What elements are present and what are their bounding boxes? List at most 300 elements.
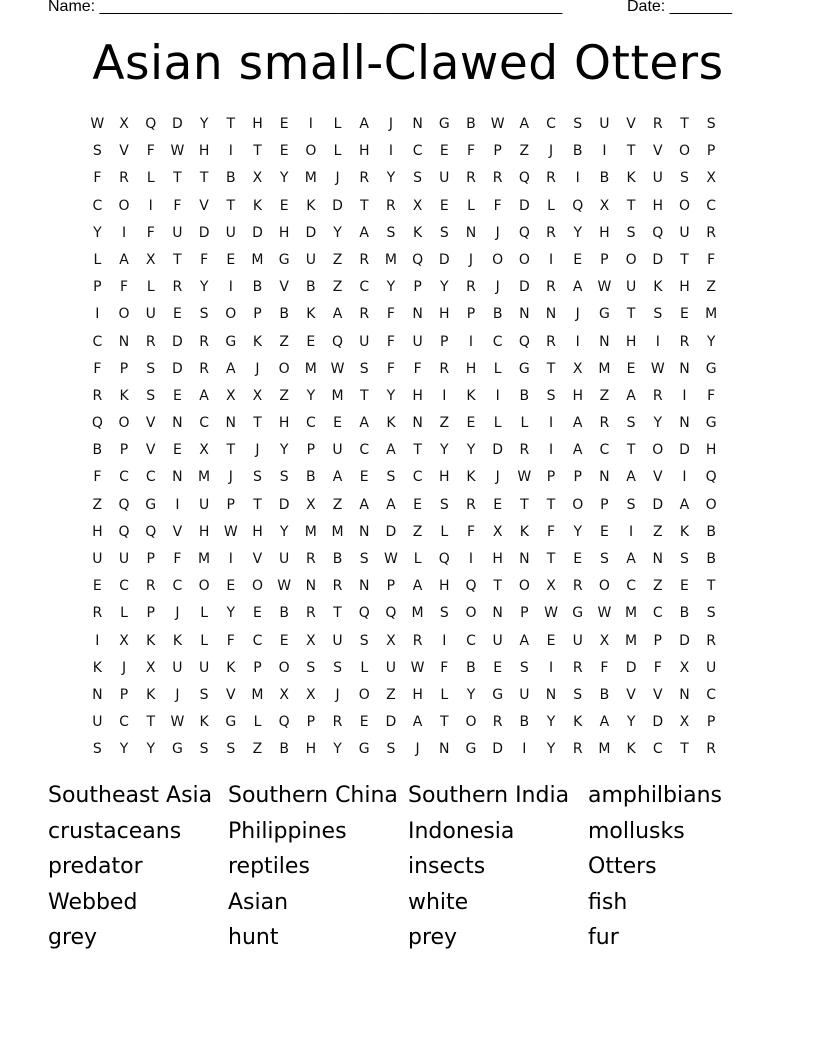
- grid-letter[interactable]: Y: [546, 714, 556, 731]
- grid-letter[interactable]: I: [121, 224, 127, 241]
- grid-letter[interactable]: N: [305, 578, 317, 595]
- grid-letter[interactable]: D: [332, 197, 343, 214]
- grid-letter[interactable]: R: [359, 170, 370, 187]
- grid-letter[interactable]: N: [412, 415, 423, 432]
- grid-letter[interactable]: R: [546, 333, 556, 350]
- grid-letter[interactable]: W: [517, 469, 532, 486]
- grid-letter[interactable]: O: [305, 143, 317, 160]
- grid-letter[interactable]: U: [439, 170, 450, 187]
- grid-letter[interactable]: B: [599, 170, 610, 187]
- grid-letter[interactable]: Y: [226, 605, 236, 622]
- grid-letter[interactable]: D: [172, 360, 183, 377]
- grid-letter[interactable]: W: [170, 143, 185, 160]
- grid-letter[interactable]: I: [548, 415, 554, 432]
- grid-letter[interactable]: X: [599, 197, 610, 214]
- grid-letter[interactable]: U: [706, 659, 717, 676]
- grid-letter[interactable]: T: [706, 578, 716, 595]
- grid-letter[interactable]: R: [652, 387, 663, 404]
- grid-letter[interactable]: R: [332, 714, 343, 731]
- grid-letter[interactable]: F: [440, 659, 449, 676]
- grid-letter[interactable]: A: [386, 496, 396, 513]
- grid-letter[interactable]: I: [629, 523, 634, 540]
- grid-letter[interactable]: F: [386, 360, 395, 377]
- grid-letter[interactable]: U: [679, 224, 690, 241]
- grid-letter[interactable]: G: [572, 605, 584, 622]
- grid-letter[interactable]: Y: [279, 170, 289, 187]
- grid-letter[interactable]: H: [572, 387, 583, 404]
- grid-letter[interactable]: V: [279, 279, 289, 296]
- grid-letter[interactable]: Q: [145, 523, 157, 540]
- grid-letter[interactable]: H: [439, 306, 450, 323]
- grid-letter[interactable]: U: [519, 686, 530, 703]
- grid-letter[interactable]: Q: [518, 224, 530, 241]
- grid-letter[interactable]: Z: [279, 333, 289, 350]
- grid-letter[interactable]: I: [468, 551, 474, 567]
- grid-letter[interactable]: J: [548, 143, 554, 160]
- grid-letter[interactable]: N: [545, 686, 557, 703]
- grid-letter[interactable]: L: [333, 143, 342, 160]
- grid-letter[interactable]: J: [495, 279, 500, 296]
- grid-letter[interactable]: A: [519, 632, 530, 649]
- grid-letter[interactable]: C: [305, 415, 316, 432]
- grid-letter[interactable]: M: [304, 360, 317, 377]
- grid-letter[interactable]: T: [440, 714, 449, 731]
- grid-letter[interactable]: B: [306, 469, 316, 486]
- grid-letter[interactable]: G: [598, 306, 610, 323]
- grid-letter[interactable]: Q: [438, 551, 450, 567]
- grid-letter[interactable]: V: [199, 197, 209, 214]
- grid-letter[interactable]: J: [255, 360, 260, 377]
- grid-letter[interactable]: Z: [92, 496, 103, 513]
- grid-letter[interactable]: A: [225, 360, 236, 377]
- grid-letter[interactable]: C: [412, 469, 423, 486]
- grid-letter[interactable]: P: [440, 333, 449, 350]
- grid-letter[interactable]: P: [546, 469, 556, 486]
- grid-letter[interactable]: K: [119, 387, 129, 404]
- grid-letter[interactable]: I: [442, 632, 447, 649]
- grid-letter[interactable]: L: [120, 605, 128, 622]
- grid-letter[interactable]: M: [598, 741, 611, 758]
- grid-letter[interactable]: Q: [278, 714, 290, 731]
- grid-letter[interactable]: B: [466, 659, 476, 676]
- grid-letter[interactable]: Y: [93, 224, 102, 241]
- grid-letter[interactable]: I: [228, 279, 233, 296]
- grid-letter[interactable]: O: [518, 578, 530, 595]
- grid-letter[interactable]: D: [278, 496, 290, 513]
- grid-letter[interactable]: R: [172, 279, 183, 296]
- grid-letter[interactable]: D: [679, 442, 690, 459]
- grid-letter[interactable]: X: [306, 496, 316, 513]
- grid-letter[interactable]: W: [330, 360, 345, 377]
- grid-letter[interactable]: H: [412, 686, 423, 703]
- grid-letter[interactable]: V: [652, 143, 663, 160]
- grid-letter[interactable]: H: [679, 279, 690, 296]
- grid-letter[interactable]: I: [228, 143, 233, 160]
- grid-letter[interactable]: N: [652, 551, 664, 567]
- grid-letter[interactable]: L: [440, 523, 449, 540]
- grid-letter[interactable]: A: [199, 387, 209, 404]
- grid-letter[interactable]: L: [413, 551, 422, 567]
- grid-letter[interactable]: F: [226, 632, 235, 649]
- grid-letter[interactable]: I: [95, 306, 100, 323]
- grid-letter[interactable]: Y: [146, 741, 155, 758]
- grid-letter[interactable]: O: [572, 496, 584, 513]
- grid-letter[interactable]: S: [359, 632, 369, 649]
- grid-letter[interactable]: R: [119, 170, 129, 187]
- grid-letter[interactable]: U: [198, 659, 210, 676]
- grid-letter[interactable]: U: [172, 224, 183, 241]
- grid-letter[interactable]: Y: [466, 442, 476, 459]
- grid-letter[interactable]: J: [415, 741, 420, 758]
- grid-letter[interactable]: S: [413, 170, 423, 187]
- grid-letter[interactable]: A: [332, 306, 343, 323]
- grid-letter[interactable]: Y: [279, 442, 289, 459]
- grid-letter[interactable]: Z: [439, 415, 450, 432]
- grid-letter[interactable]: R: [305, 605, 316, 622]
- grid-letter[interactable]: F: [93, 170, 102, 187]
- grid-letter[interactable]: W: [650, 360, 665, 377]
- grid-letter[interactable]: F: [600, 659, 609, 676]
- grid-letter[interactable]: M: [384, 251, 397, 268]
- grid-letter[interactable]: I: [228, 551, 233, 567]
- grid-letter[interactable]: H: [278, 415, 290, 432]
- grid-letter[interactable]: K: [306, 306, 316, 323]
- grid-letter[interactable]: S: [519, 659, 529, 676]
- grid-letter[interactable]: T: [226, 442, 236, 459]
- grid-letter[interactable]: D: [385, 714, 397, 731]
- grid-letter[interactable]: Z: [412, 523, 423, 540]
- grid-letter[interactable]: R: [145, 333, 156, 350]
- grid-letter[interactable]: S: [653, 306, 663, 323]
- grid-letter[interactable]: M: [251, 686, 264, 703]
- grid-letter[interactable]: X: [679, 659, 690, 676]
- grid-letter[interactable]: G: [225, 333, 237, 350]
- grid-letter[interactable]: Q: [412, 251, 424, 268]
- grid-letter[interactable]: H: [439, 469, 450, 486]
- grid-letter[interactable]: A: [626, 551, 636, 567]
- grid-letter[interactable]: H: [252, 523, 263, 540]
- grid-letter[interactable]: U: [145, 306, 156, 323]
- grid-letter[interactable]: C: [199, 415, 209, 432]
- grid-letter[interactable]: K: [146, 632, 156, 649]
- grid-letter[interactable]: Q: [518, 333, 530, 350]
- grid-letter[interactable]: O: [678, 143, 690, 160]
- grid-letter[interactable]: S: [599, 551, 609, 567]
- grid-letter[interactable]: K: [226, 659, 236, 676]
- grid-letter[interactable]: Q: [118, 496, 130, 513]
- grid-letter[interactable]: S: [92, 741, 102, 758]
- grid-letter[interactable]: N: [358, 578, 370, 595]
- grid-letter[interactable]: X: [252, 170, 263, 187]
- grid-letter[interactable]: D: [385, 523, 397, 540]
- grid-letter[interactable]: R: [332, 578, 343, 595]
- grid-letter[interactable]: E: [680, 306, 689, 323]
- grid-letter[interactable]: A: [679, 496, 690, 513]
- grid-letter[interactable]: O: [625, 251, 637, 268]
- grid-letter[interactable]: F: [653, 659, 662, 676]
- grid-letter[interactable]: F: [707, 251, 716, 268]
- grid-letter[interactable]: X: [306, 632, 316, 649]
- grid-letter[interactable]: B: [279, 741, 289, 758]
- grid-letter[interactable]: S: [226, 741, 236, 758]
- grid-letter[interactable]: P: [573, 469, 582, 486]
- grid-letter[interactable]: J: [575, 306, 580, 323]
- grid-letter[interactable]: C: [599, 442, 610, 459]
- grid-letter[interactable]: D: [252, 224, 263, 241]
- grid-letter[interactable]: R: [572, 659, 583, 676]
- grid-letter[interactable]: S: [92, 143, 102, 160]
- grid-letter[interactable]: M: [411, 605, 424, 622]
- grid-letter[interactable]: X: [279, 686, 289, 703]
- grid-letter[interactable]: W: [544, 605, 558, 622]
- grid-letter[interactable]: R: [412, 632, 423, 649]
- grid-letter[interactable]: L: [333, 116, 342, 132]
- grid-letter[interactable]: R: [199, 360, 209, 377]
- grid-letter[interactable]: M: [598, 360, 611, 377]
- grid-letter[interactable]: C: [546, 116, 556, 132]
- grid-letter[interactable]: V: [626, 116, 636, 132]
- grid-letter[interactable]: D: [492, 741, 504, 758]
- grid-letter[interactable]: T: [173, 251, 182, 268]
- grid-letter[interactable]: L: [467, 197, 475, 214]
- grid-letter[interactable]: J: [468, 251, 474, 268]
- grid-letter[interactable]: N: [412, 116, 423, 132]
- grid-letter[interactable]: K: [199, 714, 209, 731]
- grid-letter[interactable]: K: [306, 197, 316, 214]
- grid-letter[interactable]: E: [439, 197, 449, 214]
- grid-letter[interactable]: C: [492, 333, 503, 350]
- grid-letter[interactable]: U: [332, 632, 343, 649]
- grid-letter[interactable]: H: [252, 116, 263, 132]
- grid-letter[interactable]: L: [146, 170, 155, 187]
- grid-letter[interactable]: T: [546, 496, 556, 513]
- grid-letter[interactable]: E: [573, 251, 583, 268]
- grid-letter[interactable]: S: [439, 605, 449, 622]
- grid-letter[interactable]: T: [520, 496, 529, 513]
- grid-letter[interactable]: B: [706, 551, 716, 567]
- grid-letter[interactable]: X: [119, 632, 129, 649]
- grid-letter[interactable]: K: [519, 523, 529, 540]
- grid-letter[interactable]: Z: [652, 523, 663, 540]
- grid-letter[interactable]: D: [652, 251, 664, 268]
- grid-letter[interactable]: X: [225, 387, 236, 404]
- grid-letter[interactable]: U: [572, 632, 583, 649]
- grid-letter[interactable]: E: [359, 714, 369, 731]
- grid-letter[interactable]: K: [252, 197, 263, 214]
- grid-letter[interactable]: E: [279, 632, 289, 649]
- grid-letter[interactable]: K: [626, 170, 636, 187]
- grid-letter[interactable]: H: [198, 143, 210, 160]
- grid-letter[interactable]: W: [277, 578, 292, 595]
- grid-letter[interactable]: B: [306, 279, 316, 296]
- grid-letter[interactable]: R: [466, 170, 476, 187]
- grid-letter[interactable]: G: [358, 741, 370, 758]
- grid-letter[interactable]: E: [279, 116, 289, 132]
- grid-letter[interactable]: T: [680, 251, 689, 268]
- grid-letter[interactable]: G: [518, 360, 530, 377]
- grid-letter[interactable]: B: [492, 306, 503, 323]
- grid-letter[interactable]: Y: [386, 170, 396, 187]
- grid-letter[interactable]: O: [225, 306, 237, 323]
- grid-letter[interactable]: V: [225, 686, 236, 703]
- grid-letter[interactable]: O: [465, 714, 477, 731]
- grid-letter[interactable]: W: [597, 605, 612, 622]
- grid-letter[interactable]: E: [333, 415, 342, 432]
- grid-letter[interactable]: H: [625, 333, 637, 350]
- grid-letter[interactable]: S: [359, 360, 369, 377]
- grid-letter[interactable]: B: [572, 143, 583, 160]
- grid-letter[interactable]: E: [92, 578, 102, 595]
- grid-letter[interactable]: N: [118, 333, 130, 350]
- grid-letter[interactable]: C: [652, 605, 663, 622]
- grid-letter[interactable]: W: [383, 551, 398, 567]
- grid-letter[interactable]: O: [358, 686, 370, 703]
- grid-letter[interactable]: R: [519, 442, 530, 459]
- grid-letter[interactable]: S: [146, 360, 156, 377]
- grid-letter[interactable]: L: [146, 279, 155, 296]
- grid-letter[interactable]: P: [146, 605, 155, 622]
- grid-letter[interactable]: X: [199, 442, 209, 459]
- grid-letter[interactable]: I: [548, 442, 554, 459]
- grid-letter[interactable]: W: [90, 116, 105, 132]
- grid-letter[interactable]: U: [359, 333, 370, 350]
- grid-letter[interactable]: P: [466, 306, 476, 323]
- grid-letter[interactable]: Z: [332, 496, 343, 513]
- grid-letter[interactable]: C: [92, 197, 103, 214]
- grid-letter[interactable]: W: [597, 279, 612, 296]
- grid-letter[interactable]: T: [626, 143, 636, 160]
- grid-letter[interactable]: N: [92, 686, 103, 703]
- grid-letter[interactable]: U: [92, 551, 103, 567]
- grid-letter[interactable]: J: [495, 469, 500, 486]
- grid-letter[interactable]: R: [546, 279, 556, 296]
- grid-letter[interactable]: C: [119, 714, 129, 731]
- grid-letter[interactable]: T: [333, 605, 342, 622]
- grid-letter[interactable]: O: [118, 415, 130, 432]
- grid-letter[interactable]: C: [652, 741, 663, 758]
- grid-letter[interactable]: D: [172, 116, 183, 132]
- grid-letter[interactable]: L: [440, 686, 449, 703]
- grid-letter[interactable]: P: [493, 143, 502, 160]
- grid-letter[interactable]: O: [518, 251, 530, 268]
- grid-letter[interactable]: S: [199, 741, 209, 758]
- grid-letter[interactable]: Y: [440, 442, 449, 459]
- grid-letter[interactable]: T: [359, 197, 369, 214]
- grid-letter[interactable]: I: [682, 387, 687, 404]
- grid-letter[interactable]: J: [255, 442, 260, 459]
- grid-letter[interactable]: U: [279, 551, 290, 567]
- grid-letter[interactable]: Q: [705, 469, 717, 486]
- grid-letter[interactable]: E: [573, 551, 583, 567]
- grid-letter[interactable]: F: [386, 306, 395, 323]
- grid-letter[interactable]: B: [519, 714, 530, 731]
- grid-letter[interactable]: G: [278, 251, 290, 268]
- grid-letter[interactable]: K: [466, 387, 476, 404]
- grid-letter[interactable]: P: [600, 496, 609, 513]
- grid-letter[interactable]: F: [200, 251, 209, 268]
- grid-letter[interactable]: F: [173, 197, 182, 214]
- grid-letter[interactable]: Q: [358, 605, 370, 622]
- grid-letter[interactable]: S: [306, 659, 316, 676]
- grid-letter[interactable]: Y: [546, 741, 556, 758]
- grid-letter[interactable]: N: [172, 415, 183, 432]
- grid-letter[interactable]: S: [546, 387, 556, 404]
- grid-letter[interactable]: C: [359, 442, 370, 459]
- grid-letter[interactable]: V: [145, 415, 156, 432]
- grid-letter[interactable]: S: [626, 224, 636, 241]
- grid-letter[interactable]: T: [680, 741, 689, 758]
- grid-letter[interactable]: S: [573, 116, 583, 132]
- grid-letter[interactable]: T: [146, 714, 155, 731]
- grid-letter[interactable]: Z: [386, 686, 396, 703]
- grid-letter[interactable]: H: [92, 523, 103, 540]
- grid-letter[interactable]: H: [305, 741, 317, 758]
- grid-letter[interactable]: A: [359, 116, 369, 132]
- grid-letter[interactable]: Y: [119, 741, 129, 758]
- grid-letter[interactable]: M: [705, 306, 718, 323]
- grid-letter[interactable]: Z: [332, 251, 343, 268]
- grid-letter[interactable]: T: [173, 170, 182, 187]
- grid-letter[interactable]: N: [679, 415, 690, 432]
- grid-letter[interactable]: T: [199, 170, 209, 187]
- grid-letter[interactable]: S: [333, 659, 342, 676]
- grid-letter[interactable]: K: [679, 523, 690, 540]
- grid-letter[interactable]: H: [278, 224, 290, 241]
- grid-letter[interactable]: F: [707, 387, 716, 404]
- grid-letter[interactable]: P: [119, 442, 129, 459]
- grid-letter[interactable]: A: [359, 224, 369, 241]
- grid-letter[interactable]: E: [546, 632, 556, 649]
- grid-letter[interactable]: I: [682, 469, 687, 486]
- grid-letter[interactable]: I: [148, 197, 153, 214]
- grid-letter[interactable]: A: [412, 578, 423, 595]
- grid-letter[interactable]: Q: [572, 197, 584, 214]
- grid-letter[interactable]: R: [492, 170, 503, 187]
- grid-letter[interactable]: U: [118, 551, 130, 567]
- grid-letter[interactable]: Y: [333, 224, 342, 241]
- grid-letter[interactable]: H: [439, 578, 450, 595]
- grid-letter[interactable]: P: [226, 496, 235, 513]
- grid-letter[interactable]: K: [466, 469, 476, 486]
- grid-letter[interactable]: E: [493, 659, 503, 676]
- grid-letter[interactable]: H: [198, 523, 210, 540]
- grid-letter[interactable]: F: [493, 197, 502, 214]
- grid-letter[interactable]: K: [413, 224, 423, 241]
- grid-letter[interactable]: R: [305, 551, 316, 567]
- grid-letter[interactable]: T: [626, 197, 636, 214]
- grid-letter[interactable]: T: [626, 306, 636, 323]
- grid-letter[interactable]: R: [706, 632, 717, 649]
- grid-letter[interactable]: I: [548, 659, 554, 676]
- grid-letter[interactable]: N: [492, 605, 503, 622]
- grid-letter[interactable]: X: [145, 659, 156, 676]
- grid-letter[interactable]: N: [545, 306, 557, 323]
- grid-letter[interactable]: D: [518, 197, 530, 214]
- grid-letter[interactable]: I: [388, 143, 393, 160]
- grid-letter[interactable]: C: [252, 632, 263, 649]
- grid-letter[interactable]: C: [626, 578, 636, 595]
- grid-letter[interactable]: N: [519, 306, 530, 323]
- grid-letter[interactable]: Y: [199, 116, 209, 132]
- grid-letter[interactable]: V: [626, 686, 636, 703]
- grid-letter[interactable]: Y: [306, 387, 316, 404]
- grid-letter[interactable]: Q: [332, 333, 344, 350]
- grid-letter[interactable]: P: [306, 442, 316, 459]
- grid-letter[interactable]: V: [652, 469, 663, 486]
- grid-letter[interactable]: P: [253, 306, 262, 323]
- grid-letter[interactable]: T: [626, 442, 636, 459]
- grid-letter[interactable]: U: [625, 279, 637, 296]
